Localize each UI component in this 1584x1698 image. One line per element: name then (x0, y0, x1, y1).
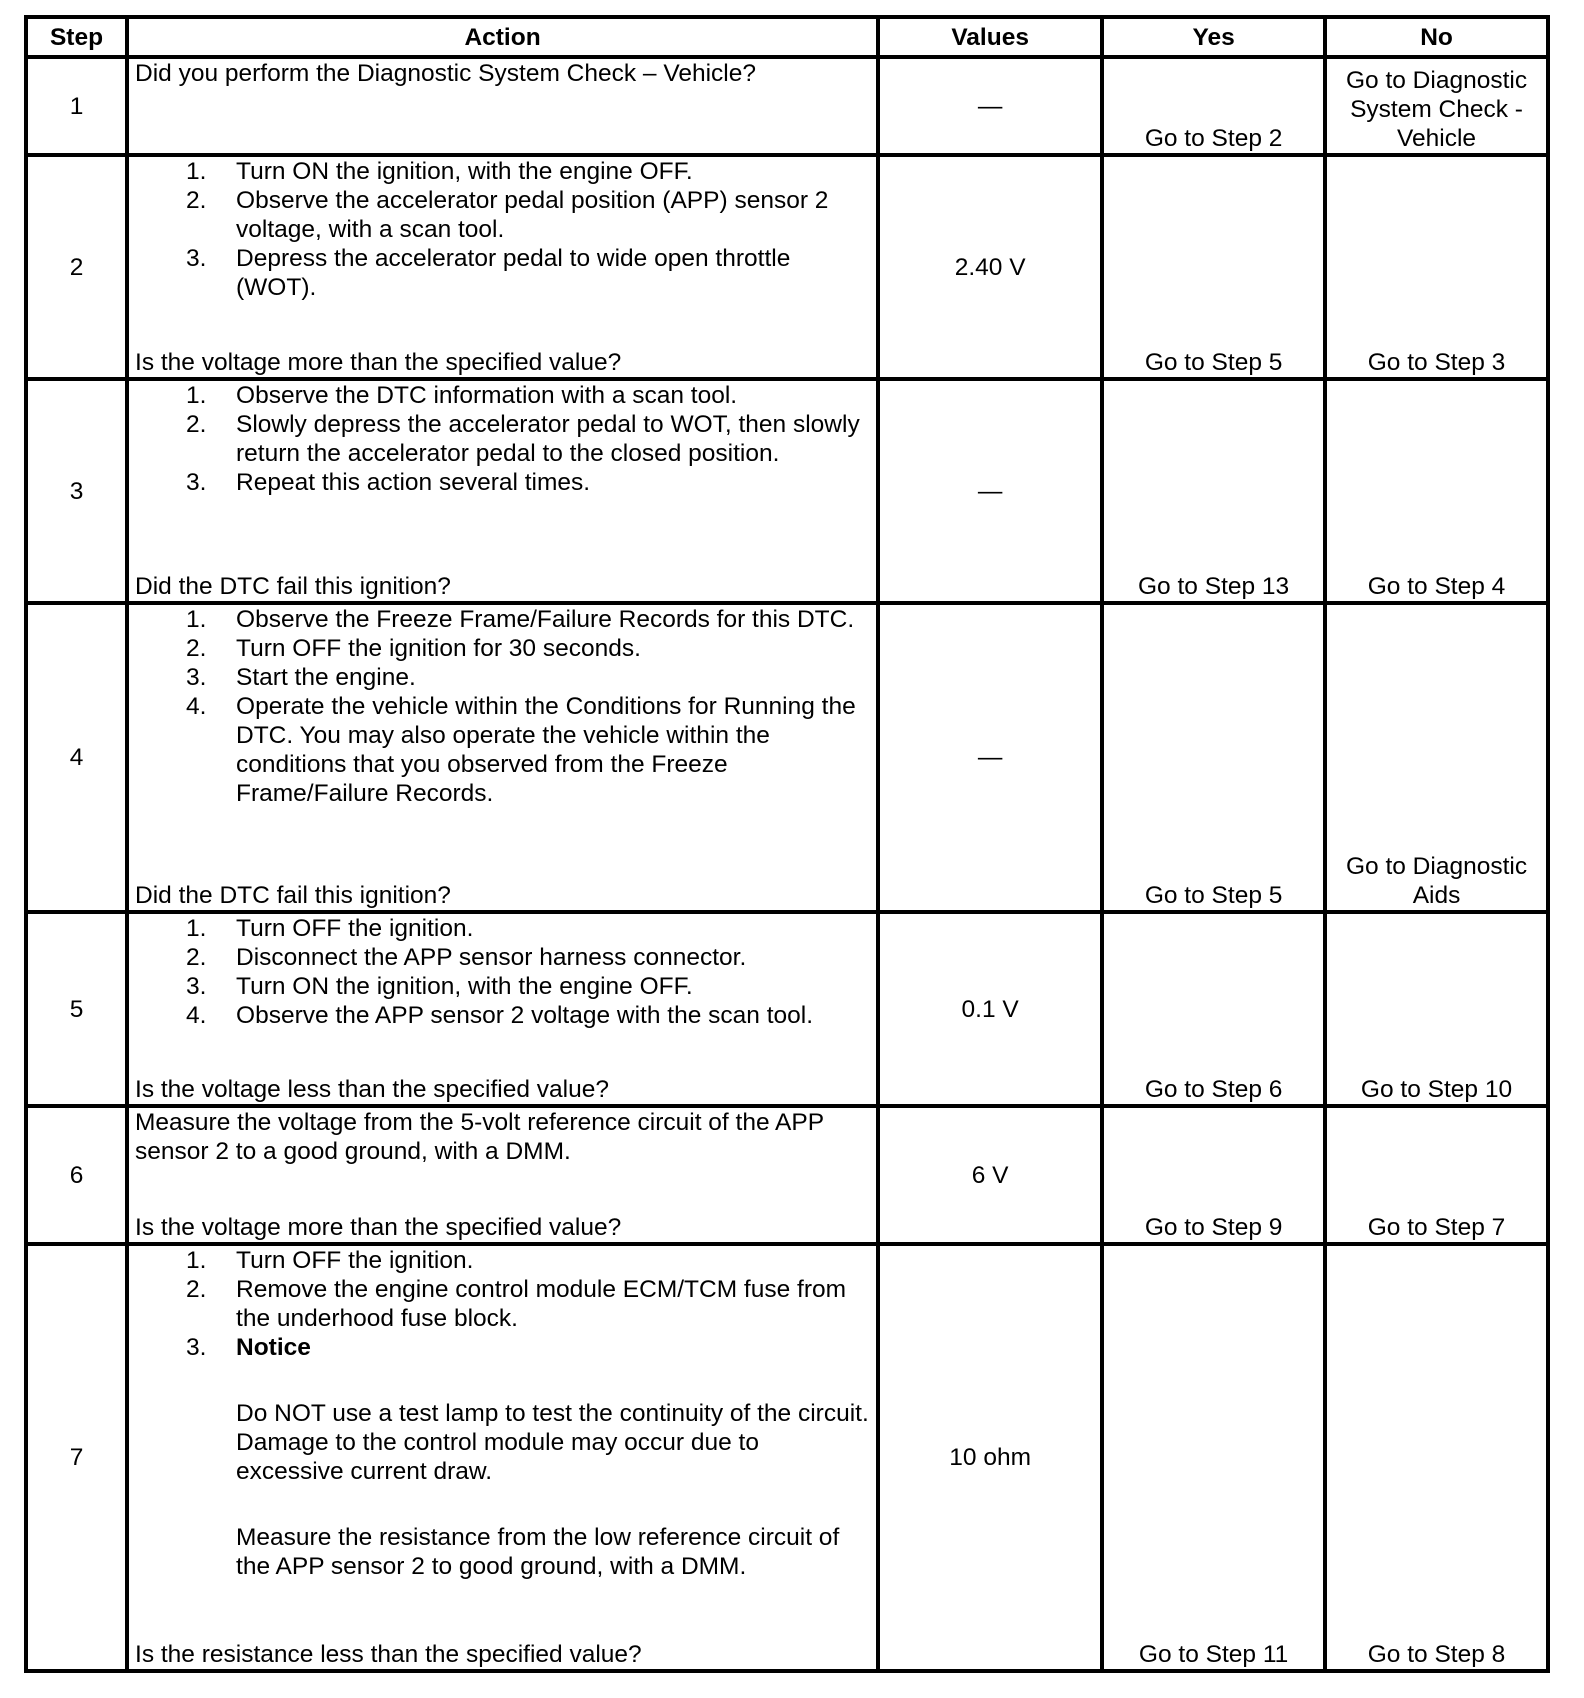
step-number: 1 (26, 57, 127, 155)
header-values: Values (878, 17, 1102, 57)
no-cell: Go to Step 3 (1325, 155, 1548, 379)
list-item: 2. Observe the accelerator pedal position (APP) sensor 2 voltage, with a scan tool. (186, 187, 829, 244)
list-item: 1. Observe the DTC information with a scan tool. (186, 382, 738, 410)
action-text: Measure the voltage from the 5-volt reference circuit of the APP sensor 2 to a good ground, with a DMM. (135, 1109, 824, 1166)
notice-text: Do NOT use a test lamp to test the continuity of the circuit. Damage to the control module may occur due to excessive current draw. (236, 1400, 869, 1486)
action-question: Did the DTC fail this ignition? (135, 882, 451, 910)
no-cell: Go to Step 8 (1325, 1244, 1548, 1671)
list-item: 1. Observe the Freeze Frame/Failure Records for this DTC. (186, 606, 855, 634)
list-item: 1. Turn OFF the ignition. (186, 1247, 474, 1275)
notice-heading: Notice (236, 1334, 311, 1362)
action-question: Did the DTC fail this ignition? (135, 573, 451, 601)
action-question: Is the voltage more than the specified value? (135, 349, 622, 377)
yes-cell: Go to Step 9 (1102, 1106, 1325, 1244)
action-question: Is the resistance less than the specified value? (135, 1641, 642, 1668)
value-cell: 2.40 V (878, 155, 1102, 379)
table-row (26, 603, 1548, 912)
action-question: Is the voltage less than the specified value? (135, 1076, 609, 1104)
yes-cell: Go to Step 5 (1102, 155, 1325, 379)
table-header-row (26, 17, 1548, 57)
action-cell (127, 1244, 878, 1671)
step-number: 6 (26, 1106, 127, 1244)
action-text: Did you perform the Diagnostic System Check – Vehicle? (135, 60, 756, 87)
action-steps (135, 1246, 870, 1581)
step-number: 7 (26, 1244, 127, 1671)
no-cell: Go to Step 4 (1325, 379, 1548, 603)
step-number: 5 (26, 912, 127, 1106)
diagnostic-table (24, 15, 1550, 1673)
value-cell: 10 ohm (878, 1244, 1102, 1671)
list-item: 4. Operate the vehicle within the Conditions for Running the DTC. You may also operate the vehicle within the conditions that you observed from the Freeze Frame/Failure Records. (186, 693, 856, 808)
list-item: 3. Start the engine. (186, 664, 416, 692)
value-cell: — (878, 379, 1102, 603)
yes-cell: Go to Step 2 (1102, 57, 1325, 155)
step-number: 4 (26, 603, 127, 912)
measure-text: Measure the resistance from the low reference circuit of the APP sensor 2 to good ground, with a DMM. (236, 1524, 840, 1581)
action-steps (135, 157, 870, 302)
list-item: 2. Disconnect the APP sensor harness connector. (186, 944, 747, 972)
table-row (26, 912, 1548, 1106)
header-yes: Yes (1102, 17, 1325, 57)
no-cell: Go to Step 10 (1325, 912, 1548, 1106)
table-row (26, 155, 1548, 379)
step-number: 2 (26, 155, 127, 379)
header-no: No (1325, 17, 1548, 57)
action-cell (127, 603, 878, 912)
value-cell: 0.1 V (878, 912, 1102, 1106)
table-row (26, 1244, 1548, 1671)
step-number: 3 (26, 379, 127, 603)
list-item: 3. Repeat this action several times. (186, 469, 591, 497)
list-item: 3. Depress the accelerator pedal to wide open throttle (WOT). (186, 245, 791, 302)
action-question: Is the voltage more than the specified value? (135, 1214, 622, 1242)
yes-cell: Go to Step 11 (1102, 1244, 1325, 1671)
yes-cell: Go to Step 5 (1102, 603, 1325, 912)
action-cell (127, 155, 878, 379)
list-item: 4. Observe the APP sensor 2 voltage with the scan tool. (186, 1002, 814, 1030)
action-cell (127, 912, 878, 1106)
list-item: 2. Slowly depress the accelerator pedal to WOT, then slowly return the accelerator pedal to the closed position. (186, 411, 860, 468)
no-cell: Go to Diagnostic Aids (1325, 603, 1548, 912)
action-cell (127, 379, 878, 603)
value-cell: — (878, 57, 1102, 155)
table-row (26, 57, 1548, 155)
list-item: 1. Turn ON the ignition, with the engine OFF. (186, 158, 693, 186)
action-steps (135, 605, 870, 808)
value-cell: 6 V (878, 1106, 1102, 1244)
action-cell (127, 1106, 878, 1244)
list-item: 1. Turn OFF the ignition. (186, 915, 474, 943)
table-row (26, 1106, 1548, 1244)
table-row (26, 379, 1548, 603)
list-item: 3. Turn ON the ignition, with the engine OFF. (186, 973, 693, 1001)
no-cell: Go to Step 7 (1325, 1106, 1548, 1244)
header-action: Action (127, 17, 878, 57)
header-step: Step (26, 17, 127, 57)
value-cell: — (878, 603, 1102, 912)
action-steps (135, 381, 870, 497)
yes-cell: Go to Step 6 (1102, 912, 1325, 1106)
list-item: 3. Notice Do NOT use a test lamp to test the continuity of the circuit. Damage to the control module may occur due to excessive current draw. Measure the resistance from the low reference circuit of the APP sensor 2 to good ground, with a DMM. (186, 1334, 869, 1581)
action-cell (127, 57, 878, 155)
list-item: 2. Turn OFF the ignition for 30 seconds. (186, 635, 641, 663)
no-cell: Go to Diagnostic System Check - Vehicle (1325, 57, 1548, 155)
list-item: 2. Remove the engine control module ECM/TCM fuse from the underhood fuse block. (186, 1276, 847, 1333)
action-steps (135, 914, 870, 1030)
yes-cell: Go to Step 13 (1102, 379, 1325, 603)
